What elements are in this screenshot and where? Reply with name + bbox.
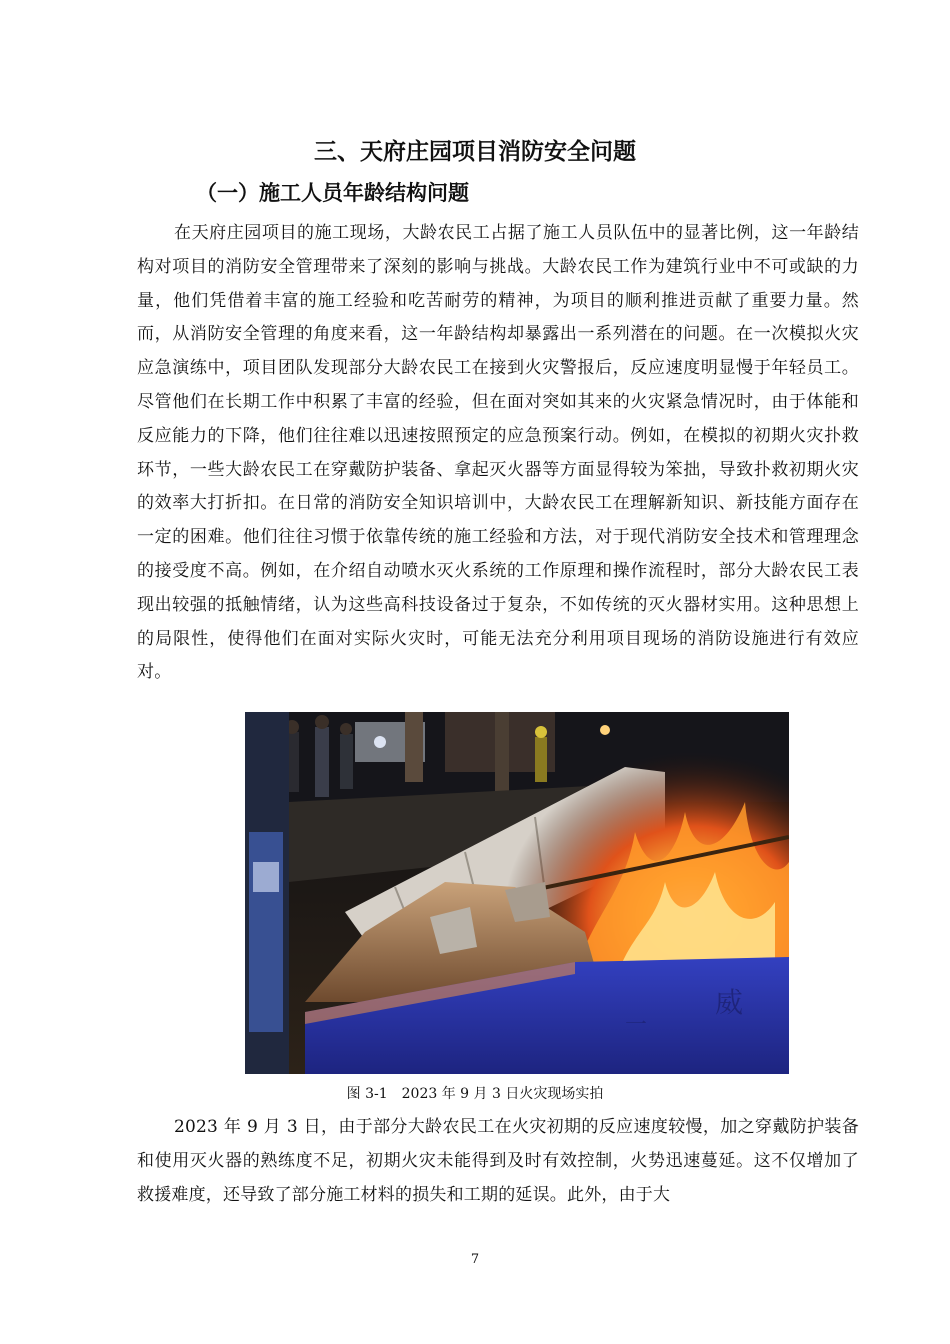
svg-text:一: 一 <box>625 1013 648 1038</box>
page-number: 7 <box>470 1252 480 1267</box>
section-title: （一）施工人员年龄结构问题 <box>196 181 469 205</box>
fire-scene-photo <box>245 712 789 1074</box>
svg-text:威: 威 <box>715 986 744 1019</box>
body-paragraph-2: 2023 年 9 月 3 日，由于部分大龄农民工在火灾初期的反应速度较慢，加之穿戴防护装备和使用灭火器的熟练度不足，初期火灾未能得到及时有效控制，火势迅速蔓延。这不仅增加了救援难度，还导致了部分施工材料的损失和工期的延误。此外，由于大 <box>137 1117 859 1205</box>
chapter-title: 三、天府庄园项目消防安全问题 <box>314 139 636 165</box>
body-paragraph-1: 在天府庄园项目的施工现场，大龄农民工占据了施工人员队伍中的显著比例，这一年龄结构对项目的消防安全管理带来了深刻的影响与挑战。大龄农民工作为建筑行业中不可或缺的力量，他们凭借着丰富的施工经验和吃苦耐劳的精神，为项目的顺利推进贡献了重要力量。然而，从消防安全管理的角度来看，这一年龄结构却暴露出一系列潜在的问题。在一次模拟火灾应急演练中，项目团队发现部分大龄农民工在接到火灾警报后，反应速度明显慢于年轻员工。尽管他们在长期工作中积累了丰富的经验，但在面对突如其来的火灾紧急情况时，由于体能和反应能力的下降，他们往往难以迅速按照预定的应急预案行动。例如，在模拟的初期火灾扑救环节，一些大龄农民工在穿戴防护装备、拿起灭火器等方面显得较为笨拙，导致扑救初期火灾的效率大打折扣。在日常的消防安全知识培训中，大龄农民工在理解新知识、新技能方面存在一定的困难。他们往往习惯于依靠传统的施工经验和方法，对于现代消防安全技术和管理理念的接受度不高。例如，在介绍自动喷水灭火系统的工作原理和操作流程时，部分大龄农民工表现出较强的抵触情绪，认为这些高科技设备过于复杂，不如传统的灭火器材实用。这种思想上的局限性，使得他们在面对实际火灾时，可能无法充分利用项目现场的消防设施进行有效应对。 <box>137 223 859 683</box>
figure-caption: 图 3-1 2023 年 9 月 3 日火灾现场实拍 <box>346 1086 604 1102</box>
